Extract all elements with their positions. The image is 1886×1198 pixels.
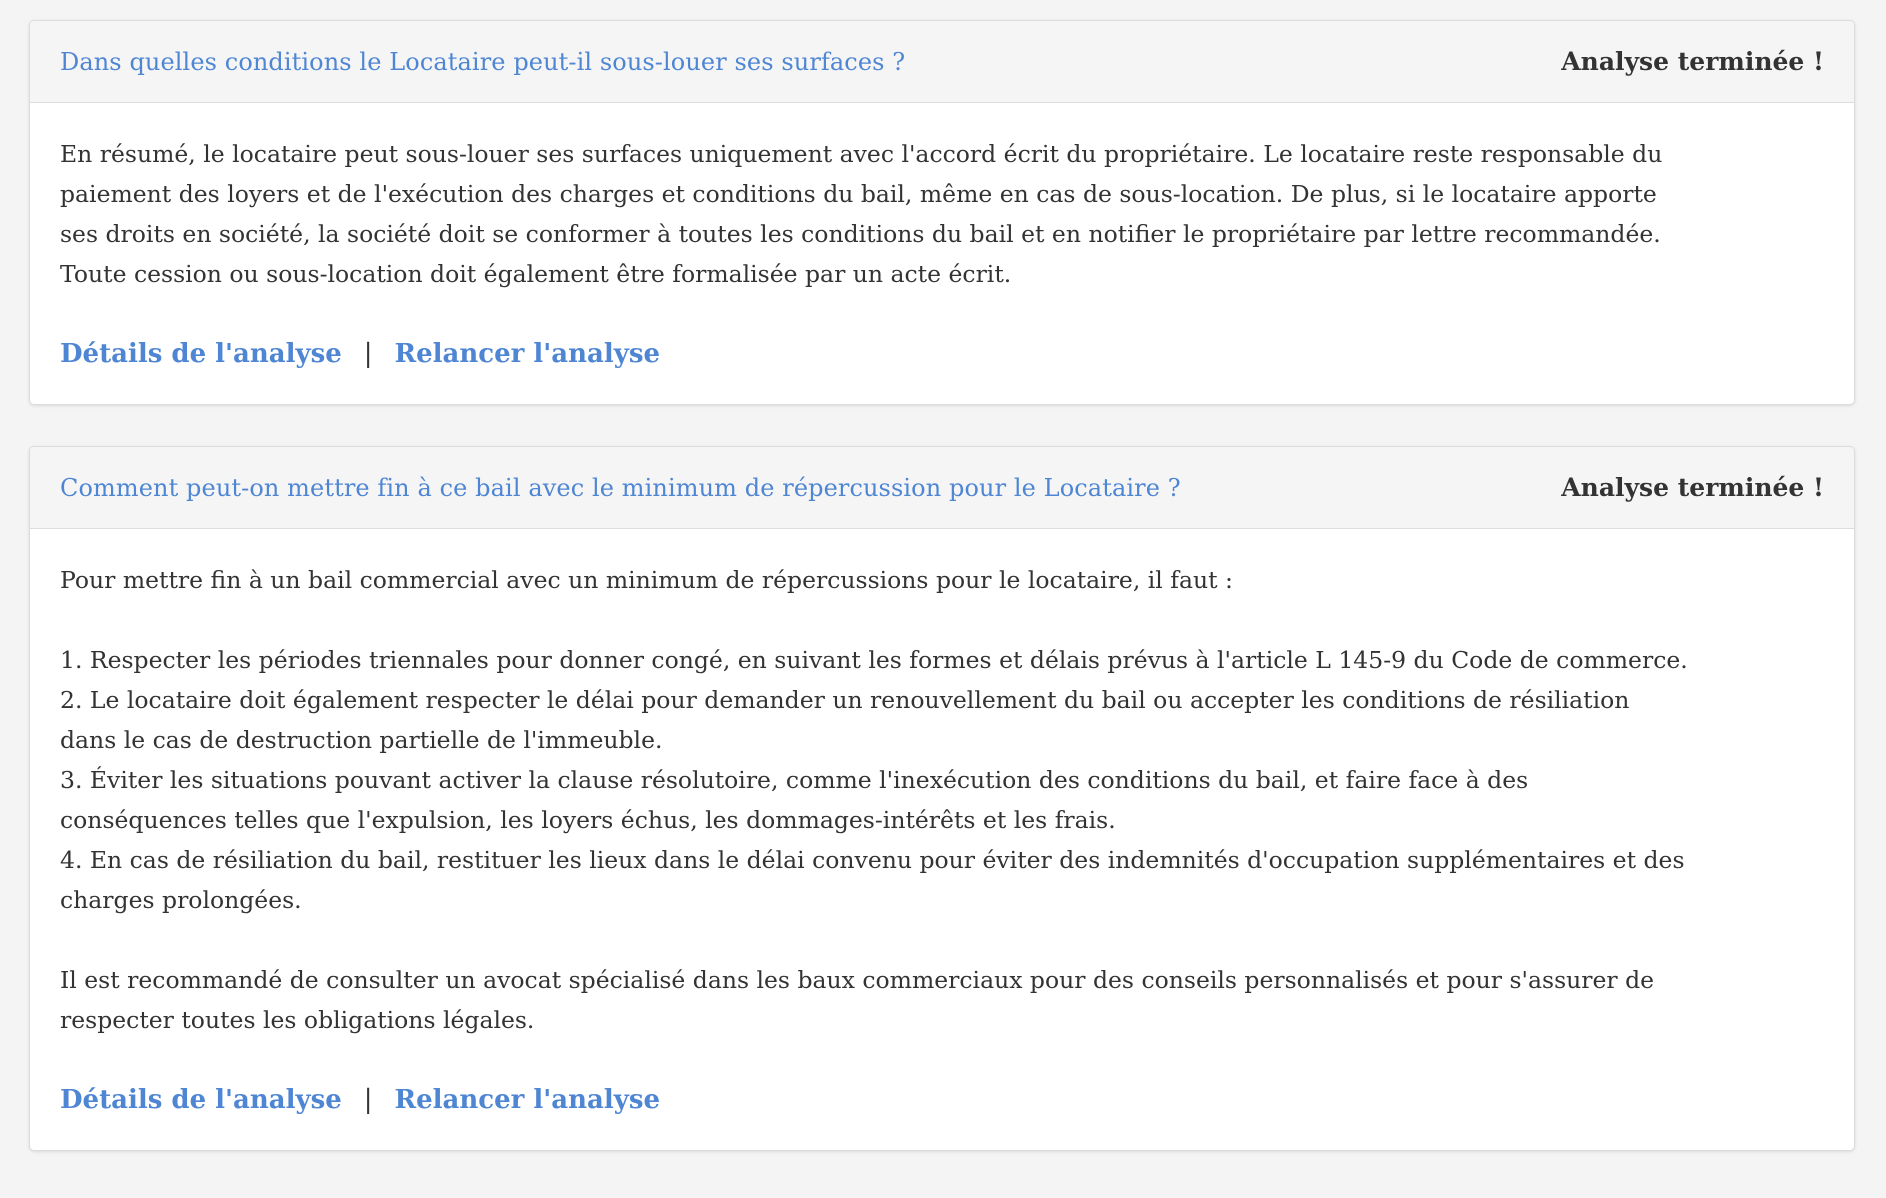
card-actions — [60, 1080, 1824, 1120]
answer-line: Pour mettre fin à un bail commercial avec un minimum de répercussions pour le locataire, il faut : — [60, 566, 1233, 594]
details-link[interactable]: Détails de l'analyse — [60, 339, 342, 369]
analysis-card-termination — [29, 446, 1855, 1151]
answer-line: 1. Respecter les périodes triennales pour donner congé, en suivant les formes et délais prévus à l'article L 145-9 du Code de commerce. — [60, 646, 1688, 674]
link-separator: | — [363, 339, 373, 369]
answer-line: charges prolongées. — [60, 886, 302, 914]
paragraph-gap — [60, 920, 1824, 960]
answer-line: paiement des loyers et de l'exécution des charges et conditions du bail, même en cas de sous-location. De plus, si le locataire apporte — [60, 180, 1657, 208]
analysis-card-sublease — [29, 20, 1855, 405]
answer-line: conséquences telles que l'expulsion, les loyers échus, les dommages-intérêts et les frais. — [60, 806, 1116, 834]
card-body — [30, 529, 1854, 1120]
answer-line: dans le cas de destruction partielle de l'immeuble. — [60, 726, 663, 754]
card-header — [30, 21, 1854, 103]
question-title[interactable]: Comment peut-on mettre fin à ce bail avec le minimum de répercussion pour le Locataire ? — [60, 473, 1181, 502]
question-title[interactable]: Dans quelles conditions le Locataire peut-il sous-louer ses surfaces ? — [60, 47, 906, 76]
details-link[interactable]: Détails de l'analyse — [60, 1085, 342, 1115]
answer-line: Toute cession ou sous-location doit également être formalisée par un acte écrit. — [60, 260, 1012, 288]
answer-line: ses droits en société, la société doit se conformer à toutes les conditions du bail et en notifier le propriétaire par lettre recommandée. — [60, 220, 1661, 248]
card-header — [30, 447, 1854, 529]
answer-text — [60, 560, 1824, 1040]
status-label: Analyse terminée ! — [1561, 47, 1824, 76]
status-label: Analyse terminée ! — [1561, 473, 1824, 502]
rerun-analysis-link[interactable]: Relancer l'analyse — [394, 1085, 661, 1115]
link-separator: | — [363, 1085, 373, 1115]
answer-line: respecter toutes les obligations légales. — [60, 1006, 535, 1034]
answer-line: Il est recommandé de consulter un avocat spécialisé dans les baux commerciaux pour des conseils personnalisés et pour s'assurer de — [60, 966, 1655, 994]
answer-text — [60, 134, 1824, 294]
answer-line: 2. Le locataire doit également respecter le délai pour demander un renouvellement du bail ou accepter les conditions de résiliation — [60, 686, 1630, 714]
rerun-analysis-link[interactable]: Relancer l'analyse — [394, 339, 661, 369]
answer-line: 4. En cas de résiliation du bail, restituer les lieux dans le délai convenu pour éviter des indemnités d'occupation supplémentaires et des — [60, 846, 1685, 874]
card-body — [30, 103, 1854, 374]
paragraph-gap — [60, 600, 1824, 640]
answer-line: 3. Éviter les situations pouvant activer la clause résolutoire, comme l'inexécution des conditions du bail, et faire face à des — [60, 766, 1529, 794]
card-actions — [60, 334, 1824, 374]
answer-line: En résumé, le locataire peut sous-louer ses surfaces uniquement avec l'accord écrit du propriétaire. Le locataire reste responsable du — [60, 140, 1663, 168]
